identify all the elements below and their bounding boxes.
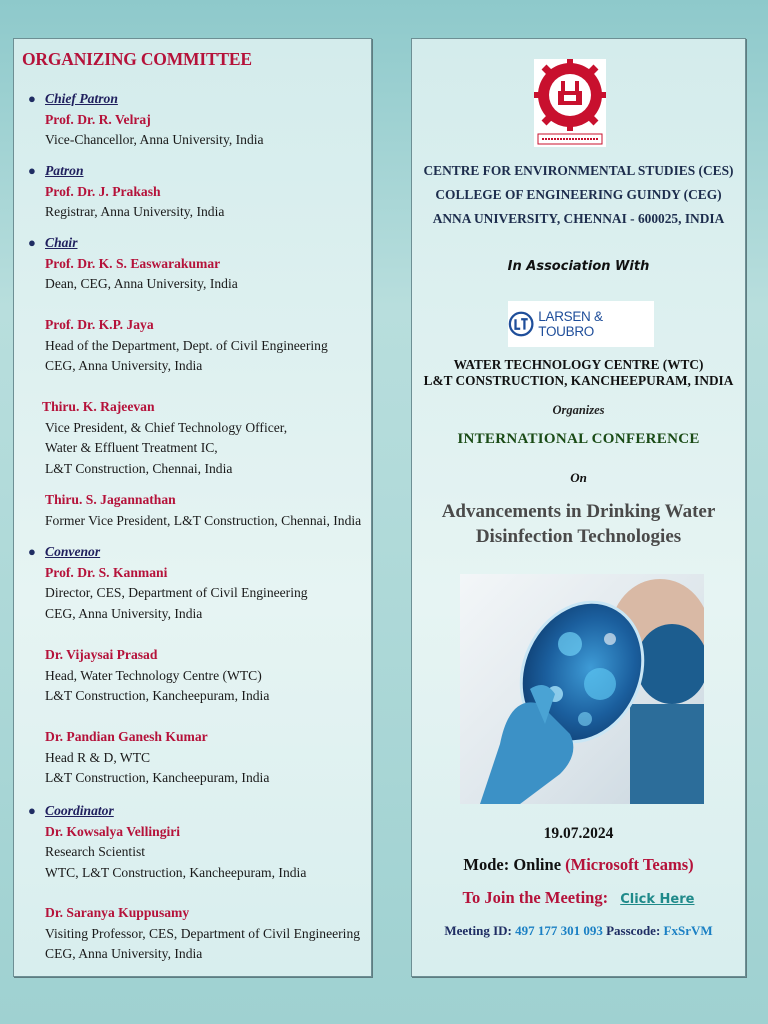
anna-university-logo [534, 59, 606, 147]
association-text: In Association With [507, 259, 650, 274]
topic-line: Disinfection Technologies [475, 526, 682, 547]
member-block-rajeevan [42, 397, 288, 479]
patron-block [28, 161, 225, 223]
wtc-line: WATER TECHNOLOGY CENTRE (WTC) [453, 357, 704, 372]
role-label: Chief Patron [45, 91, 118, 106]
conference-info-panel [411, 38, 746, 977]
join-label: To Join the Meeting: [462, 888, 609, 907]
member-desc: Visiting Professor, CES, Department of Civil Engineering [45, 925, 361, 941]
conference-mode [412, 855, 745, 875]
member-block-vijaysai [45, 645, 269, 707]
member-name: Prof. Dr. S. Kanmani [45, 564, 168, 580]
meeting-id-value: 497 177 301 093 [515, 923, 603, 938]
member-desc: Head R & D, WTC [45, 749, 151, 765]
lab-scientist-photo [460, 574, 704, 804]
member-desc: Director, CES, Department of Civil Engineering [45, 585, 308, 600]
organizer-line: CENTRE FOR ENVIRONMENTAL STUDIES (CES) [423, 163, 734, 178]
university-seal-icon [534, 59, 606, 147]
member-desc: Research Scientist [45, 844, 146, 859]
member-desc: Dean, CEG, Anna University, India [45, 276, 238, 291]
bullet-icon: ● [28, 91, 36, 106]
member-name: Prof. Dr. R. Velraj [45, 111, 151, 127]
chair-block [28, 233, 238, 295]
chief-patron-block [28, 89, 264, 151]
role-label: Coordinator [45, 803, 114, 818]
role-label: Chair [45, 235, 78, 250]
bullet-icon: ● [28, 163, 36, 178]
member-name: Dr. Saranya Kuppusamy [45, 905, 190, 920]
member-block-jagannathan [45, 490, 361, 531]
meeting-id-label: Meeting ID: [444, 923, 512, 938]
conference-heading: INTERNATIONAL CONFERENCE [457, 431, 700, 447]
organizing-committee-panel [13, 38, 372, 977]
role-label: Convenor [45, 544, 101, 559]
member-desc: L&T Construction, Chennai, India [45, 460, 233, 476]
member-desc: CEG, Anna University, India [45, 605, 203, 621]
passcode-value: FxSrVM [663, 923, 713, 938]
member-desc: L&T Construction, Kancheepuram, India [45, 688, 270, 703]
member-desc: Vice President, & Chief Technology Officer, [45, 419, 288, 435]
member-desc: Registrar, Anna University, India [45, 204, 225, 219]
wtc-lines [412, 357, 745, 388]
member-desc: Water & Effluent Treatment IC, [45, 440, 218, 455]
join-meeting-row [412, 888, 745, 908]
organizer-line: ANNA UNIVERSITY, CHENNAI - 600025, INDIA [432, 211, 725, 226]
member-block-saranya [45, 903, 360, 965]
lt-emblem-icon [508, 310, 534, 338]
member-desc: Head, Water Technology Centre (WTC) [45, 667, 262, 683]
convenor-block [28, 542, 308, 624]
on-text: On [570, 470, 587, 485]
bullet-icon: ● [28, 544, 36, 559]
member-desc: CEG, Anna University, India [45, 946, 203, 961]
member-name: Thiru. S. Jagannathan [45, 492, 176, 507]
lt-logo [508, 301, 654, 347]
member-desc: CEG, Anna University, India [45, 358, 203, 373]
member-desc: Former Vice President, L&T Construction, Chennai, India [45, 512, 362, 528]
lt-logo-text: LARSEN & TOUBRO [538, 309, 603, 339]
topic-line: Advancements in Drinking Water [441, 501, 716, 522]
member-name: Prof. Dr. K. S. Easwarakumar [45, 255, 221, 271]
member-name: Prof. Dr. J. Prakash [45, 183, 161, 199]
member-name: Dr. Kowsalya Vellingiri [45, 823, 181, 839]
meeting-details [412, 923, 745, 939]
organizer-lines [412, 159, 745, 231]
passcode-label: Passcode: [606, 923, 661, 938]
organizes-text: Organizes [552, 403, 605, 417]
member-name: Dr. Pandian Ganesh Kumar [45, 729, 208, 744]
member-block-jaya [45, 315, 328, 377]
conference-topic [412, 499, 745, 549]
member-name: Thiru. K. Rajeevan [42, 399, 155, 414]
conference-date: 19.07.2024 [543, 825, 614, 842]
mode-platform: (Microsoft Teams) [565, 855, 694, 874]
bullet-icon: ● [28, 235, 36, 250]
member-desc: Head of the Department, Dept. of Civil Engineering [45, 337, 328, 353]
role-label: Patron [45, 163, 84, 178]
organizer-line: COLLEGE OF ENGINEERING GUINDY (CEG) [435, 187, 722, 202]
member-desc: Vice-Chancellor, Anna University, India [45, 132, 264, 147]
member-name: Prof. Dr. K.P. Jaya [45, 317, 154, 332]
bullet-icon: ● [28, 803, 36, 818]
member-block-pandian [45, 727, 269, 789]
committee-title: ORGANIZING COMMITTEE [22, 49, 252, 69]
member-name: Dr. Vijaysai Prasad [45, 647, 158, 662]
member-desc: WTC, L&T Construction, Kancheepuram, India [45, 864, 307, 880]
petri-dish-image [460, 574, 704, 804]
wtc-line: L&T CONSTRUCTION, KANCHEEPURAM, INDIA [423, 372, 734, 388]
coordinator-block [28, 801, 307, 883]
join-meeting-link[interactable]: Click Here [620, 892, 695, 907]
mode-label: Mode: Online [463, 855, 562, 874]
member-desc: L&T Construction, Kancheepuram, India [45, 770, 270, 785]
